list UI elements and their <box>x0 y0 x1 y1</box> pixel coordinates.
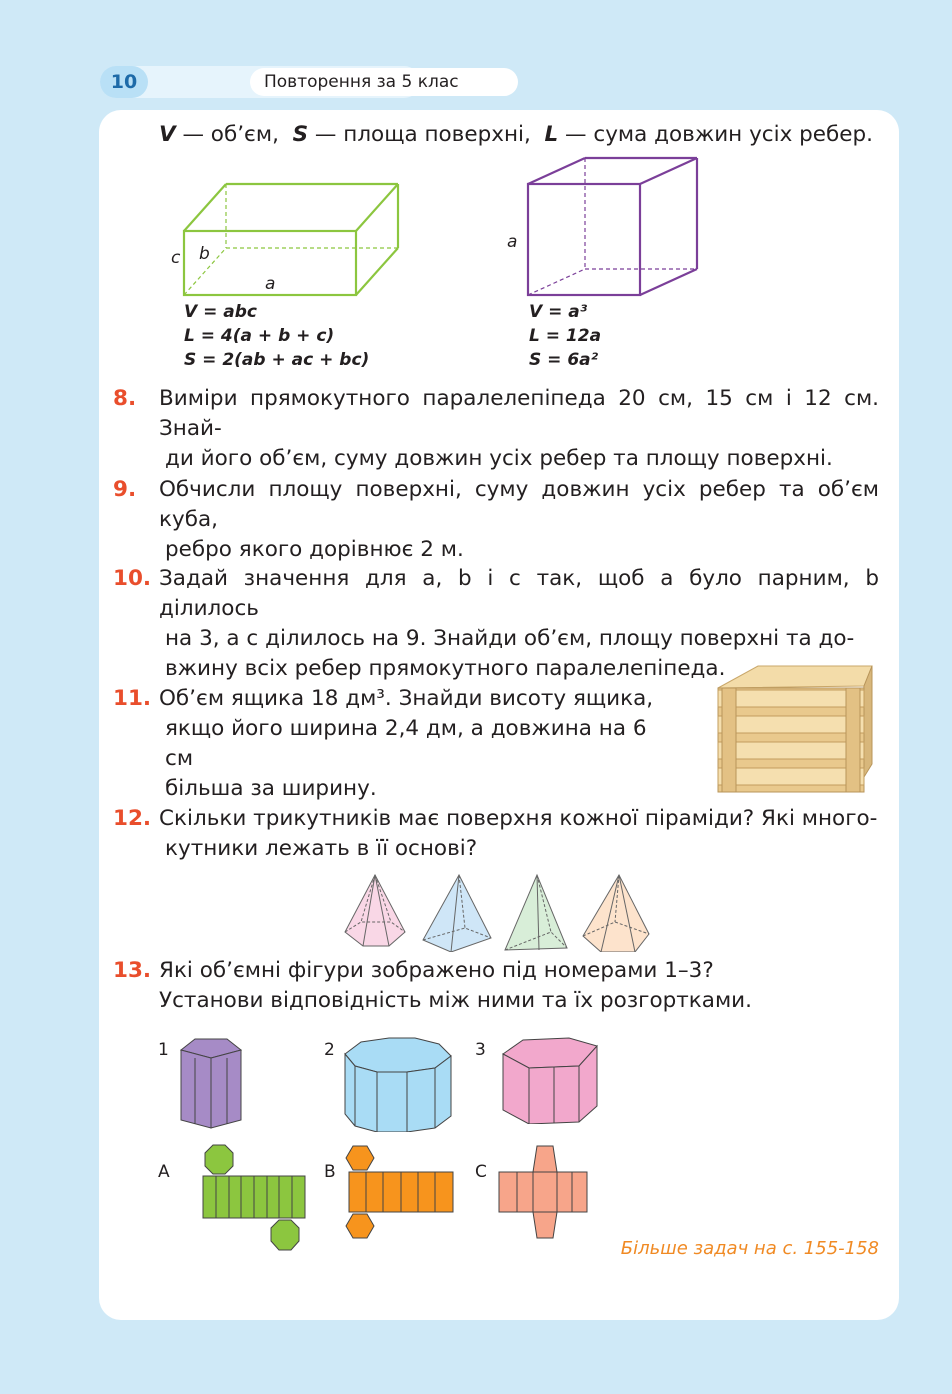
task-8-text <box>159 384 879 474</box>
cube-surface-formula: S = 6a² <box>529 350 599 370</box>
page-number: 10 <box>100 66 148 98</box>
task-8-number: 8. <box>113 386 137 411</box>
net-c-label: C <box>475 1162 487 1182</box>
legend-l-symbol: L <box>544 122 559 147</box>
task-13-number: 13. <box>113 958 152 983</box>
solid-1-pentagonal-prism <box>177 1036 243 1132</box>
task-13-line-1: Які об’ємні фігури зображено під номерами 1–3? <box>159 958 714 983</box>
cuboid-edges-formula: L = 4(a + b + c) <box>184 326 335 346</box>
task-9-number: 9. <box>113 477 137 502</box>
legend-l-desc: — сума довжин усіх ребер. <box>558 122 873 147</box>
task-12-text <box>159 804 879 864</box>
cuboid-label-c: c <box>171 248 181 268</box>
task-10-line-2: на 3, а c ділилось на 9. Знайди об’єм, площу поверхні та до- <box>165 626 855 651</box>
task-10-line-1: Задай значення для a, b і c так, щоб a було парним, b ділилось <box>159 566 879 621</box>
task-13-line-2: Установи відповідність між ними та їх розгортками. <box>159 988 752 1013</box>
legend-v-desc: — об’єм, <box>175 122 279 147</box>
cuboid-diagram <box>169 176 409 306</box>
cube-label-a: a <box>507 232 518 252</box>
more-tasks-link[interactable]: Більше задач на с. 155-158 <box>620 1238 879 1259</box>
cuboid-formulas <box>184 300 369 372</box>
pyramid-square <box>423 875 491 952</box>
task-11-line-3: більша за ширину. <box>165 776 377 801</box>
solid-2-octagonal-prism <box>341 1036 455 1132</box>
legend-v-symbol: V <box>159 122 176 147</box>
wooden-crate-image <box>714 660 876 795</box>
task-10-line-3: вжину всіх ребер прямокутного паралелепіпеда. <box>165 656 726 681</box>
task-10-number: 10. <box>113 566 152 591</box>
task-11-line-1: Об’єм ящика 18 дм³. Знайди висоту ящика, <box>159 686 654 711</box>
solid-3-hexagonal-prism <box>499 1036 603 1124</box>
task-11-number: 11. <box>113 686 152 711</box>
pyramid-triangular <box>505 875 567 950</box>
task-13-text <box>159 956 879 1016</box>
task-11-line-2: якщо його ширина 2,4 дм, а довжина на 6 см <box>165 716 647 771</box>
pyramid-pentagonal <box>583 875 649 952</box>
solid-3-label: 3 <box>475 1040 486 1060</box>
net-a-octagonal <box>201 1144 309 1252</box>
cube-edges-formula: L = 12a <box>529 326 602 346</box>
solid-2-label: 2 <box>324 1040 335 1060</box>
task-12-line-2: кутники лежать в її основі? <box>165 836 478 861</box>
content-card <box>99 110 899 1320</box>
cube-diagram <box>519 154 709 304</box>
net-b-hexagonal <box>345 1144 455 1244</box>
task-8-line-2: ди його об’єм, суму довжин усіх ребер та площу поверхні. <box>165 446 833 471</box>
pyramids-row <box>339 872 659 952</box>
cube-formulas <box>529 300 601 372</box>
task-8-line-1: Виміри прямокутного паралелепіпеда 20 см, 15 см і 12 см. Знай- <box>159 386 879 441</box>
task-9-text <box>159 475 879 565</box>
net-c-pentagonal <box>497 1144 591 1244</box>
cuboid-label-b: b <box>199 244 210 264</box>
task-9-line-1: Обчисли площу поверхні, суму довжин усіх ребер та об’єм куба, <box>159 477 879 532</box>
legend-s-symbol: S <box>292 122 309 147</box>
net-b-label: B <box>324 1162 336 1182</box>
task-11-text <box>159 684 679 804</box>
task-12-number: 12. <box>113 806 152 831</box>
cuboid-label-a: a <box>265 274 276 294</box>
page-header <box>100 66 459 98</box>
task-12-line-1: Скільки трикутників має поверхня кожної піраміди? Які много- <box>159 806 878 831</box>
section-title: Повторення за 5 клас <box>250 68 518 96</box>
solid-1-label: 1 <box>158 1040 169 1060</box>
cuboid-surface-formula: S = 2(ab + ac + bc) <box>184 350 370 370</box>
legend-line <box>159 120 873 150</box>
cube-volume-formula: V = a³ <box>529 302 588 322</box>
pyramid-hexagonal <box>345 875 405 946</box>
task-9-line-2: ребро якого дорівнює 2 м. <box>165 537 464 562</box>
cuboid-volume-formula: V = abc <box>184 302 257 322</box>
net-a-label: A <box>158 1162 170 1182</box>
legend-s-desc: — площа поверхні, <box>308 122 531 147</box>
